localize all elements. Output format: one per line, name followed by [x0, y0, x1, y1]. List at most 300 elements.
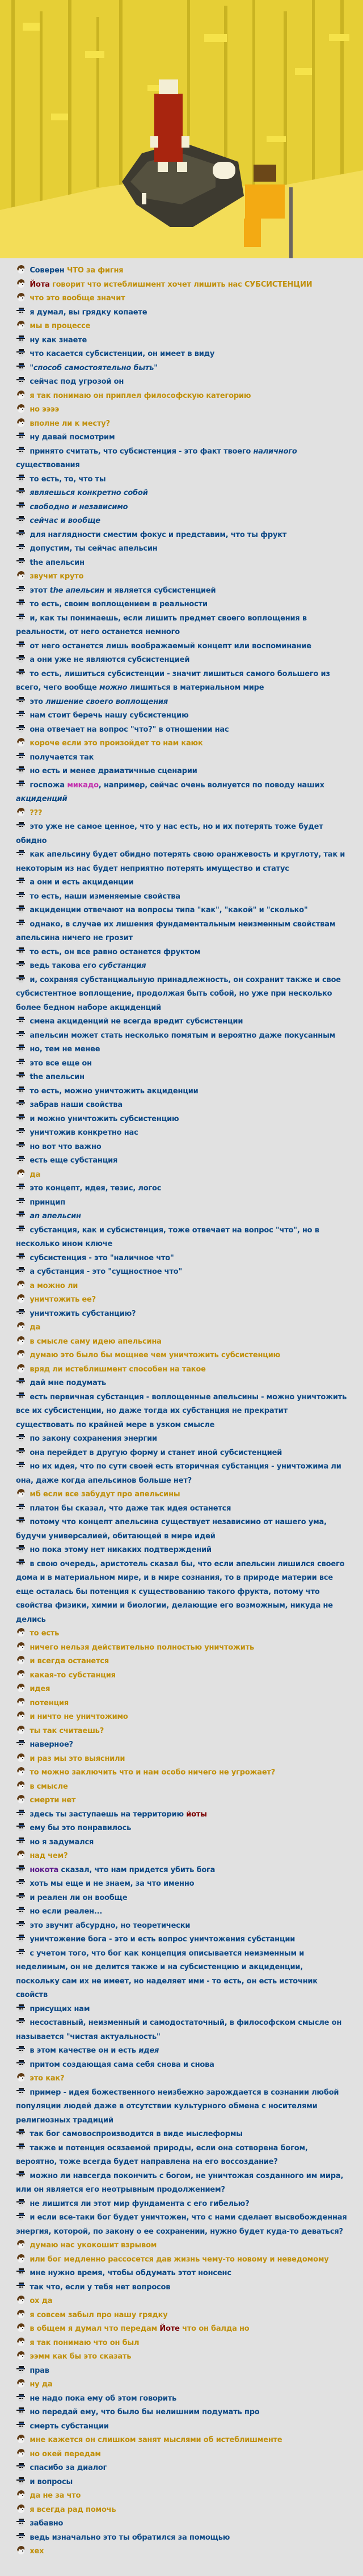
chat-message-text: субсистенция - это "наличное что"	[29, 1253, 174, 1262]
fedora-avatar-icon	[16, 1377, 25, 1386]
chat-message-text: платон бы сказал, что даже так идея останется	[29, 1504, 231, 1513]
chat-message	[16, 473, 347, 487]
chat-message-text: так что, если у тебя нет вопросов	[29, 2283, 171, 2292]
chat-message	[16, 1891, 347, 1906]
chat-message-text: не лишится ли этот мир фундамента с его гибелью?	[29, 2199, 250, 2208]
chat-message	[16, 334, 347, 348]
chat-message-text: здесь ты заступаешь на территорию	[29, 1810, 187, 1819]
brown-hair-avatar-icon	[16, 2434, 25, 2443]
chat-message-text: притом создающая сама себя снова и снова	[29, 2060, 214, 2069]
chat-message-text: нокота	[29, 1865, 59, 1874]
chat-message	[16, 1446, 347, 1461]
brown-hair-avatar-icon	[16, 1655, 25, 1664]
chat-message	[16, 542, 347, 556]
fedora-avatar-icon	[16, 724, 25, 733]
chat-message	[16, 2044, 347, 2058]
brown-hair-avatar-icon	[16, 2295, 25, 2304]
chat-message-text: существования	[16, 461, 80, 469]
fedora-avatar-icon	[16, 2365, 25, 2374]
fedora-avatar-icon	[16, 1224, 25, 1234]
chat-message-text: то есть, лишиться субсистенции - значит лишиться самого большего из всего, чего вообще	[16, 669, 330, 692]
chat-message	[16, 2003, 347, 2017]
chat-message	[16, 1558, 347, 1627]
chat-message-text: the апельсин	[29, 558, 85, 567]
chat-message	[16, 1168, 347, 1182]
chat-message-text: спасибо за диалог	[29, 2464, 107, 2472]
brown-hair-avatar-icon	[16, 1642, 25, 1651]
chat-message-text: the апельсин	[29, 1073, 85, 1081]
chat-message-text: что это вообще значит	[29, 294, 125, 303]
chat-message	[16, 2309, 347, 2323]
chat-message	[16, 2267, 347, 2281]
fedora-avatar-icon	[16, 1892, 25, 1901]
brown-hair-avatar-icon	[16, 1627, 25, 1637]
brown-hair-avatar-icon	[16, 1349, 25, 1358]
fedora-avatar-icon	[16, 1906, 25, 1915]
chat-message	[16, 668, 347, 695]
chat-message-text: от него останется лишь воображаемый концепт или воспоминание	[29, 641, 311, 651]
chat-message-text: а они уже не являются субсистенцией	[29, 656, 190, 664]
chat-message-text: апельсин может стать несколько помятым и вероятно даже покусанным	[29, 1031, 336, 1040]
fedora-avatar-icon	[16, 1739, 25, 1748]
chat-message-text: смерти нет	[29, 1796, 76, 1805]
chat-message-text: получается так	[29, 753, 94, 762]
brown-hair-avatar-icon	[16, 1711, 25, 1720]
chat-message-text: ничего нельзя действительно полностью уничтожить	[29, 1643, 255, 1652]
chat-message	[16, 347, 347, 362]
chat-message-text: сказал, что нам придется убить бога	[58, 1865, 216, 1874]
chat-message-text: хоть мы еще и не знаем, за что именно	[29, 1879, 195, 1888]
brown-hair-avatar-icon	[16, 1321, 25, 1331]
fedora-avatar-icon	[16, 1391, 25, 1400]
chat-message-text: говорит что истеблишмент хочет лишить нас СУБСИСТЕНЦИИ	[49, 280, 313, 289]
chat-message	[16, 2378, 347, 2392]
chat-message	[16, 1641, 347, 1655]
chat-message	[16, 1516, 347, 1543]
fedora-avatar-icon	[16, 2393, 25, 2402]
chat-message-text: но ээээ	[29, 405, 60, 414]
chat-message-text: ээмм как бы это сказать	[29, 2352, 132, 2361]
chat-message	[16, 486, 347, 501]
chat-message-text: в этом качестве он и есть	[29, 2046, 139, 2055]
fedora-avatar-icon	[16, 376, 25, 385]
chat-message	[16, 2434, 347, 2448]
brown-hair-avatar-icon	[16, 1669, 25, 1679]
chat-message-text: есть еще субстанция	[29, 1156, 118, 1165]
chat-message-text: смерть субстанции	[29, 2422, 109, 2431]
chat-message-text: "способ самостоятельно быть"	[29, 363, 158, 372]
chat-message-text: я всегда рад помочь	[29, 2505, 116, 2514]
brown-hair-avatar-icon	[16, 1294, 25, 1303]
fedora-avatar-icon	[16, 1920, 25, 1929]
chat-message	[16, 1683, 347, 1697]
chat-message	[16, 2253, 347, 2267]
chat-message-text: а субстанция - это "сущностное что"	[29, 1268, 183, 1276]
chat-message-text: я так понимаю что он был	[29, 2338, 140, 2347]
chat-message-text: над чем?	[29, 1852, 68, 1860]
chat-message	[16, 1543, 347, 1558]
chat-message	[16, 2170, 347, 2197]
chat-message-text: и является субсистенцией	[104, 586, 216, 595]
chat-message-text: наличного	[253, 447, 297, 456]
chat-message	[16, 1154, 347, 1168]
chat-message-text: лишение своего воплощения	[45, 697, 168, 706]
chat-message	[16, 1377, 347, 1391]
chat-message-text: с учетом того, что бог как концепция описывается неизменным и неделимым, он не делится также и на субсистенцию и акциденции, поскольку сам их не имеет, но наделяет ими - то есть, он есть источник свойств	[16, 1949, 318, 1999]
chat-message	[16, 2058, 347, 2072]
fedora-avatar-icon	[16, 307, 25, 316]
chat-message	[16, 695, 347, 710]
brown-hair-avatar-icon	[16, 265, 25, 274]
chat-message	[16, 2211, 347, 2239]
chat-message	[16, 1836, 347, 1850]
chat-message	[16, 1919, 347, 1933]
chat-message-text: можно ли навсегда покончить с богом, не уничтожая созданного им мира, или он является его неотрывным продолжением?	[16, 2171, 344, 2194]
chat-message-text: то можно заключить что и нам особо ничего не угрожает?	[29, 1768, 276, 1777]
chat-message-text: уничтожение бога - это и есть вопрос уничтожения субстанции	[29, 1935, 296, 1944]
chat-message-text: акциденции отвечают на вопросы типа "как", "какой" и "сколько"	[29, 906, 308, 914]
chat-message	[16, 431, 347, 445]
chat-message	[16, 946, 347, 960]
chat-message	[16, 1293, 347, 1307]
fedora-avatar-icon	[16, 1558, 25, 1567]
chat-message-text: в смысле	[29, 1782, 68, 1791]
chat-message-text: мб если все забудут про апельсины	[29, 1490, 180, 1499]
chat-message	[16, 1905, 347, 1919]
chat-message	[16, 1877, 347, 1891]
chat-message	[16, 765, 347, 779]
fedora-avatar-icon	[16, 1252, 25, 1261]
brown-hair-avatar-icon	[16, 1336, 25, 1345]
chat-message	[16, 737, 347, 751]
chat-message	[16, 362, 347, 376]
chat-message-text: или бог медленно рассосется дав жизнь чему-то новому и неведомому	[29, 2255, 329, 2264]
chat-message	[16, 2364, 347, 2378]
chat-message	[16, 2420, 347, 2434]
brown-hair-avatar-icon	[16, 2448, 25, 2457]
chat-message-text: ну да	[29, 2380, 53, 2389]
chat-message	[16, 1655, 347, 1669]
chat-message-text: дай мне подумать	[29, 1379, 107, 1387]
chat-message	[16, 598, 347, 612]
chat-message-text: мы в процессе	[29, 322, 91, 330]
brown-hair-avatar-icon	[16, 1850, 25, 1859]
chat-message-text: прав	[29, 2366, 49, 2375]
chat-message-text: есть первичная субстанция - воплощенные апельсины - можно уничтожить все их субсистенции, но даже тогда их субстанция не прекратит существовать по крайней мере в узком смысле	[16, 1392, 347, 1429]
brown-hair-avatar-icon	[16, 2490, 25, 2499]
chat-message-text: да не за что	[29, 2491, 81, 2500]
chat-message	[16, 1391, 347, 1433]
chat-message-text: это все еще он	[29, 1059, 92, 1068]
chat-message	[16, 1794, 347, 1808]
chat-message	[16, 445, 347, 473]
brown-hair-avatar-icon	[16, 1169, 25, 1178]
chat-message-text: в смысле саму идею апельсина	[29, 1337, 162, 1346]
chat-message-text: вряд ли истеблишмент способен на такое	[29, 1365, 206, 1374]
fedora-avatar-icon	[16, 2128, 25, 2137]
chat-message-text: ведь такова его	[29, 962, 99, 970]
chat-message-text: мне нужно время, чтобы обдумать этот нонсенс	[29, 2269, 231, 2277]
fedora-avatar-icon	[16, 2198, 25, 2207]
chat-message-text: пример - идея божественного неизбежно зарождается в сознании любой популяции людей даже в отсутствии культурного обмена с носителями религиозных традиций	[16, 2088, 339, 2125]
chat-message-text: можно	[99, 683, 128, 692]
chat-message	[16, 1321, 347, 1335]
chat-message-text: ведь изначально это ты обратился за помощью	[29, 2533, 230, 2542]
chat-message-text: это звучит абсурдно, но теоретически	[29, 1921, 191, 1930]
fedora-avatar-icon	[16, 431, 25, 440]
chat-message	[16, 389, 347, 404]
chat-message	[16, 1279, 347, 1294]
chat-message-text: наверное?	[29, 1740, 73, 1749]
fedora-avatar-icon	[16, 2532, 25, 2541]
fedora-avatar-icon	[16, 2045, 25, 2054]
chat-message	[16, 2322, 347, 2336]
brown-hair-avatar-icon	[16, 292, 25, 301]
chat-message	[16, 2517, 347, 2531]
fedora-avatar-icon	[16, 891, 25, 900]
chat-message	[16, 2281, 347, 2295]
chat-message	[16, 1182, 347, 1196]
fedora-avatar-icon	[16, 2017, 25, 2026]
fedora-avatar-icon	[16, 2059, 25, 2068]
fedora-avatar-icon	[16, 334, 25, 343]
chat-message	[16, 1335, 347, 1349]
fedora-avatar-icon	[16, 946, 25, 955]
brown-hair-avatar-icon	[16, 2072, 25, 2082]
chat-message	[16, 1697, 347, 1711]
chat-message-text: несоставный, неизменный и самодостаточный, в философском смысле он называется "чистая актуальность"	[16, 2019, 342, 2041]
chat-message	[16, 1071, 347, 1085]
fedora-avatar-icon	[16, 668, 25, 677]
fedora-avatar-icon	[16, 1113, 25, 1122]
fedora-avatar-icon	[16, 446, 25, 455]
chat-message-text: она перейдет в другую форму и станет иной субсистенцией	[29, 1448, 282, 1457]
fedora-avatar-icon	[16, 876, 25, 886]
fedora-avatar-icon	[16, 1864, 25, 1873]
chat-message-text: и, сохраняя субстанциальную принадлежность, он сохранит также и свое субсистентное воплощение, продолжая быть собой, но уже при несколько более бедном наборе акциденций	[16, 975, 341, 1012]
fedora-avatar-icon	[16, 821, 25, 830]
chat-message-text: идея	[29, 1685, 50, 1693]
chat-message	[16, 709, 347, 723]
chat-message	[16, 2461, 347, 2476]
chat-message-text: Соверен	[29, 266, 65, 275]
chat-message	[16, 2406, 347, 2420]
brown-hair-avatar-icon	[16, 1767, 25, 1776]
brown-hair-avatar-icon	[16, 1794, 25, 1803]
chat-message	[16, 1252, 347, 1266]
chat-message-text: это концепт, идея, тезис, логос	[29, 1184, 162, 1193]
brown-hair-avatar-icon	[16, 418, 25, 427]
chat-message-text: Йота	[29, 280, 50, 289]
chat-message-text: это уже не самое ценное, что у нас есть, но и их потерять тоже будет обидно	[16, 823, 323, 845]
chat-message	[16, 1098, 347, 1113]
fedora-avatar-icon	[16, 1822, 25, 1831]
fedora-avatar-icon	[16, 974, 25, 983]
chat-message	[16, 403, 347, 417]
chat-message-text: сейчас под угрозой он	[29, 377, 124, 386]
chat-message-text: потому что концепт апельсина существует независимо от нашего ума, будучи универсалией, обитающей в мире идей	[16, 1518, 327, 1541]
chat-message	[16, 2016, 347, 2044]
chat-message	[16, 1864, 347, 1878]
fedora-avatar-icon	[16, 1809, 25, 1818]
chat-message-text: это как?	[29, 2074, 65, 2083]
chat-message-text: являешься конкретно собой	[29, 489, 148, 497]
chat-message-text: ему бы это понравилось	[29, 1824, 132, 1832]
chat-message	[16, 1710, 347, 1725]
fedora-avatar-icon	[16, 1058, 25, 1067]
brown-hair-avatar-icon	[16, 390, 25, 399]
chat-message-text: йоты	[186, 1810, 207, 1819]
chat-message	[16, 751, 347, 765]
brown-hair-avatar-icon	[16, 320, 25, 329]
chat-message	[16, 570, 347, 584]
chat-message-text: субстанция	[99, 962, 146, 970]
chat-message-text: забавно	[29, 2519, 64, 2528]
brown-hair-avatar-icon	[16, 2378, 25, 2388]
chat-message	[16, 2489, 347, 2503]
chat-message-text: и всегда останется	[29, 1657, 109, 1665]
chat-message	[16, 640, 347, 654]
fedora-avatar-icon	[16, 598, 25, 607]
chat-message-text: но, тем не менее	[29, 1045, 100, 1054]
chat-message-text: я совсем забыл про нашу грядку	[29, 2310, 168, 2319]
chat-message	[16, 1766, 347, 1780]
fedora-avatar-icon	[16, 2142, 25, 2151]
chat-message	[16, 1113, 347, 1127]
chat-message	[16, 2476, 347, 2490]
chat-message	[16, 1307, 347, 1321]
chat-message-text: то есть, он все равно останется фруктом	[29, 947, 201, 956]
chat-message-text: ???	[29, 808, 43, 817]
fedora-avatar-icon	[16, 2420, 25, 2430]
chat-message-text: да	[29, 1170, 41, 1179]
fedora-avatar-icon	[16, 529, 25, 538]
fedora-avatar-icon	[16, 348, 25, 357]
brown-hair-avatar-icon	[16, 1697, 25, 1706]
fedora-avatar-icon	[16, 1878, 25, 1887]
fedora-avatar-icon	[16, 2212, 25, 2221]
chat-message	[16, 1196, 347, 1210]
fedora-avatar-icon	[16, 1016, 25, 1025]
chat-message	[16, 556, 347, 570]
chat-message	[16, 918, 347, 946]
fedora-avatar-icon	[16, 2281, 25, 2290]
chat-message-text: этот	[29, 586, 50, 595]
chat-message-text: но их идея, что по сути своей есть вторичная субстанция - уничтожима ли она, даже когда апельсинов больше нет?	[16, 1462, 341, 1485]
fedora-avatar-icon	[16, 2087, 25, 2096]
chat-message-text: уничтожить субстанцию?	[29, 1309, 136, 1318]
chat-message	[16, 1502, 347, 1516]
chat-message-text: вполне ли к месту?	[29, 419, 110, 428]
chat-message	[16, 2294, 347, 2309]
chat-message-text: она отвечает на вопрос "что?" в отношении нас	[29, 725, 229, 734]
fedora-avatar-icon	[16, 779, 25, 788]
chat-message	[16, 2239, 347, 2253]
fedora-avatar-icon	[16, 960, 25, 969]
chat-message	[16, 1140, 347, 1155]
chat-message	[16, 1043, 347, 1057]
fedora-avatar-icon	[16, 1155, 25, 1164]
fedora-avatar-icon	[16, 1030, 25, 1039]
chat-message	[16, 1057, 347, 1071]
chat-message	[16, 514, 347, 528]
chat-message-text: то есть, то, что ты	[29, 475, 106, 484]
fedora-avatar-icon	[16, 904, 25, 913]
chat-message-text: я так понимаю он приплел философскую категорию	[29, 391, 251, 400]
chat-message-text: и ничто не уничтожимо	[29, 1713, 128, 1721]
fedora-avatar-icon	[16, 2267, 25, 2276]
chat-message	[16, 723, 347, 737]
fedora-avatar-icon	[16, 1071, 25, 1080]
fedora-avatar-icon	[16, 1085, 25, 1094]
chat-message-text: смена акциденций не всегда вредит субсистенции	[29, 1017, 243, 1026]
chat-message-text: но окей передам	[29, 2449, 101, 2458]
chat-message	[16, 1752, 347, 1767]
chat-message	[16, 2197, 347, 2212]
chat-message-text: не надо пока ему об этом говорить	[29, 2394, 177, 2403]
chat-message	[16, 306, 347, 320]
chat-message	[16, 1015, 347, 1029]
chat-message-text: принцип	[29, 1198, 66, 1207]
chat-message-text: то есть, наши изменяемые свойства	[29, 892, 180, 901]
chat-message-text: ты так считаешь?	[29, 1726, 104, 1735]
fedora-avatar-icon	[16, 1503, 25, 1512]
fedora-avatar-icon	[16, 2170, 25, 2179]
fedora-avatar-icon	[16, 585, 25, 594]
chat-message-text: микадо	[67, 781, 99, 790]
chat-message-text: думаю нас укокошит взрывом	[29, 2241, 157, 2250]
fedora-avatar-icon	[16, 1933, 25, 1943]
chat-message	[16, 1780, 347, 1794]
chat-message-text: акциденций	[16, 795, 67, 803]
chat-message	[16, 2545, 347, 2559]
chat-message	[16, 1947, 347, 2003]
fedora-avatar-icon	[16, 654, 25, 663]
chat-message-text: ЧТО за фигня	[64, 266, 124, 275]
chat-message-text: как апельсину будет обидно потерять свою оранжевость и круглоту, так и некоторым из нас будет неприятно потерять имущество и статус	[16, 850, 345, 873]
chat-message	[16, 264, 347, 278]
chat-message-text: забрав наши свойства	[29, 1101, 123, 1109]
chat-message	[16, 820, 347, 848]
chat-message	[16, 848, 347, 876]
chat-message-text: однако, в случае их лишения фундаментальным неизменным свойствам апельсина ничего не грозит	[16, 920, 336, 942]
chat-message-text: но есть и менее драматичные сценарии	[29, 767, 197, 775]
fedora-avatar-icon	[16, 1308, 25, 1317]
chat-message-text: и если все-таки бог будет уничтожен, что с нами сделает высвобожденная энергия, которой, по закону о ее сохранении, нужно будет куда-то деваться?	[16, 2213, 347, 2236]
chat-message	[16, 1669, 347, 1683]
chat-message-text: а можно ли	[29, 1281, 78, 1290]
chat-message	[16, 528, 347, 543]
chat-message-text: то есть, можно уничтожить акциденции	[29, 1086, 199, 1096]
chat-message	[16, 320, 347, 334]
brown-hair-avatar-icon	[16, 1280, 25, 1289]
chat-message	[16, 1224, 347, 1252]
fedora-avatar-icon	[16, 362, 25, 371]
fedora-avatar-icon	[16, 487, 25, 496]
wheat-field-scene	[0, 0, 363, 258]
chat-message-text: допустим, ты сейчас апельсин	[29, 544, 158, 553]
brown-hair-avatar-icon	[16, 2504, 25, 2513]
brown-hair-avatar-icon	[16, 1488, 25, 1497]
fedora-avatar-icon	[16, 2518, 25, 2527]
chat-message	[16, 1849, 347, 1864]
chat-message-text: да	[29, 1323, 41, 1332]
fedora-avatar-icon	[16, 501, 25, 510]
fedora-avatar-icon	[16, 1127, 25, 1136]
fedora-avatar-icon	[16, 1544, 25, 1553]
chat-message-text: присущих нам	[29, 2004, 90, 2013]
brown-hair-avatar-icon	[16, 1781, 25, 1790]
